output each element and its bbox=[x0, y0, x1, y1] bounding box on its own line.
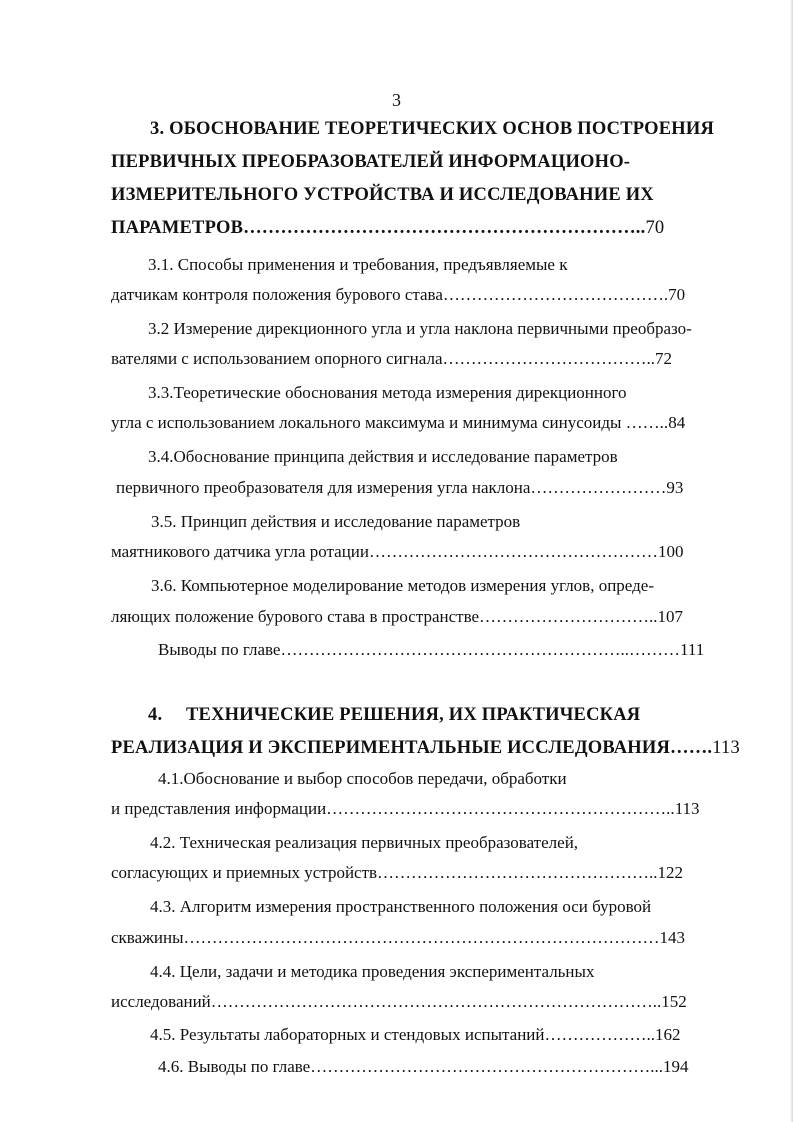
toc-entry-4-4-page: 152 bbox=[661, 992, 687, 1011]
toc-entry-3-4-line1: 3.4.Обоснование принципа действия и исследование параметров bbox=[148, 447, 618, 466]
chapter4-title-line1: ТЕХНИЧЕСКИЕ РЕШЕНИЯ, ИХ ПРАКТИЧЕСКАЯ bbox=[186, 705, 641, 725]
toc-entry-3-4-line2 bbox=[116, 477, 683, 499]
toc-entry-4-5 bbox=[150, 1024, 681, 1046]
chapter3-conclusions-text: Выводы по главе……………………………………………………..……… bbox=[158, 640, 680, 659]
chapter4-number: 4. bbox=[148, 705, 163, 725]
toc-entry-4-5-page: 162 bbox=[655, 1025, 681, 1044]
chapter4-title-line2 bbox=[111, 737, 740, 759]
chapter4-title-page: 113 bbox=[712, 738, 740, 758]
toc-entry-4-4-line2 bbox=[111, 991, 687, 1013]
toc-entry-4-5-text: 4.5. Результаты лабораторных и стендовых испытаний……………….. bbox=[150, 1025, 655, 1044]
toc-entry-3-1-page: 70 bbox=[668, 285, 686, 304]
chapter3-title-line3: ИЗМЕРИТЕЛЬНОГО УСТРОЙСТВА И ИССЛЕДОВАНИЕ ИХ bbox=[111, 185, 654, 205]
chapter3-title-line1: 3. ОБОСНОВАНИЕ ТЕОРЕТИЧЕСКИХ ОСНОВ ПОСТРОЕНИЯ bbox=[150, 119, 715, 139]
toc-entry-4-6-page: 194 bbox=[662, 1057, 689, 1076]
toc-entry-4-1-line1: 4.1.Обоснование и выбор способов передачи, обработки bbox=[158, 769, 567, 788]
toc-entry-3-5-line1: 3.5. Принцип действия и исследование параметров bbox=[151, 512, 521, 531]
page-number: 3 bbox=[392, 90, 401, 110]
chapter4-title-text: РЕАЛИЗАЦИЯ И ЭКСПЕРИМЕНТАЛЬНЫЕ ИССЛЕДОВАНИЯ……. bbox=[111, 738, 713, 758]
toc-entry-3-6-page: 107 bbox=[657, 607, 684, 626]
toc-entry-3-4-page: 93 bbox=[666, 478, 684, 497]
toc-entry-4-2-line1: 4.2. Техническая реализация первичных преобразователей, bbox=[150, 833, 579, 852]
toc-entry-3-5-line2 bbox=[111, 541, 684, 563]
toc-entry-4-3-line1: 4.3. Алгоритм измерения пространственного положения оси буровой bbox=[150, 897, 652, 916]
toc-entry-4-1-line2 bbox=[111, 798, 700, 820]
toc-entry-3-3-text: угла с использованием локального максимума и минимума синусоиды …….. bbox=[111, 413, 669, 432]
toc-entry-4-6 bbox=[158, 1056, 688, 1078]
toc-entry-3-5-text: маятникового датчика угла ротации…………………………………………… bbox=[111, 542, 659, 561]
chapter3-title-page: 70 bbox=[645, 218, 665, 238]
toc-entry-4-3-page: 143 bbox=[659, 928, 686, 947]
toc-entry-4-3-text: скважины………………………………………………………………………… bbox=[111, 928, 660, 947]
toc-entry-3-3-page: 84 bbox=[668, 413, 686, 432]
toc-entry-3-4-text: первичного преобразователя для измерения угла наклона…………………… bbox=[116, 478, 667, 497]
chapter3-title-line2: ПЕРВИЧНЫХ ПРЕОБРАЗОВАТЕЛЕЙ ИНФОРМАЦИОНО- bbox=[111, 152, 631, 172]
toc-entry-3-1-text: датчикам контроля положения бурового става…………………………………. bbox=[111, 285, 669, 304]
toc-entry-3-1-line2 bbox=[111, 284, 685, 306]
toc-entry-4-4-line1: 4.4. Цели, задачи и методика проведения экспериментальных bbox=[150, 962, 595, 981]
toc-entry-4-1-page: 113 bbox=[674, 799, 700, 818]
toc-entry-3-3-line2 bbox=[111, 412, 685, 434]
toc-entry-3-1-line1: 3.1. Способы применения и требования, предъявляемые к bbox=[148, 255, 568, 274]
toc-entry-4-1-text: и представления информации…………………………………………………….. bbox=[111, 799, 675, 818]
toc-entry-3-2-text: вателями с использованием опорного сигнала……………………………….. bbox=[111, 349, 655, 368]
toc-entry-3-5-page: 100 bbox=[658, 542, 684, 561]
toc-entry-3-3-line1: 3.3.Теоретические обоснования метода измерения дирекционного bbox=[148, 383, 627, 402]
toc-entry-3-6-line1: 3.6. Компьютерное моделирование методов измерения углов, опреде- bbox=[151, 576, 654, 595]
chapter3-conclusions-page: 111 bbox=[679, 640, 705, 659]
toc-entry-3-2-page: 72 bbox=[654, 349, 672, 368]
chapter3-title-text: ПАРАМЕТРОВ……………………………………………………….. bbox=[111, 218, 646, 238]
chapter3-title-line4 bbox=[111, 217, 664, 239]
toc-entry-3-2-line1: 3.2 Измерение дирекционного угла и угла наклона первичными преобразо- bbox=[148, 319, 692, 338]
toc-entry-4-4-text: исследований…………………………………………………………………….. bbox=[111, 992, 662, 1011]
toc-entry-3-6-text: ляющих положение бурового става в пространстве………………………….. bbox=[111, 607, 658, 626]
toc-entry-4-2-line2 bbox=[111, 862, 683, 884]
toc-entry-4-2-page: 122 bbox=[657, 863, 684, 882]
toc-entry-chapter3-conclusions bbox=[158, 639, 704, 661]
toc-entry-4-3-line2 bbox=[111, 927, 685, 949]
toc-entry-4-6-text: 4.6. Выводы по главе……………………………………………………... bbox=[158, 1057, 663, 1076]
toc-entry-4-2-text: согласующих и приемных устройств………………………………………….. bbox=[111, 863, 658, 882]
toc-entry-3-6-line2 bbox=[111, 606, 683, 628]
toc-entry-3-2-line2 bbox=[111, 348, 672, 370]
